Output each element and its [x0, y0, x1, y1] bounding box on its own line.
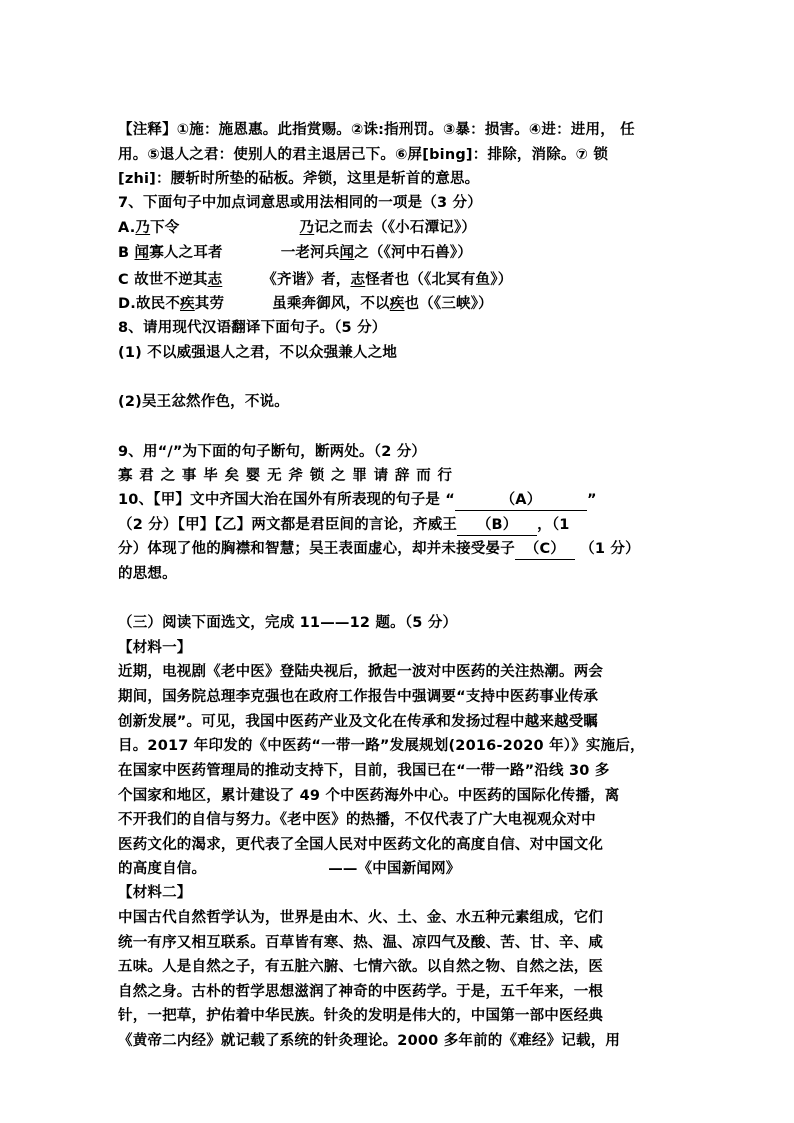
q7-option-b: B 闻寡人之耳者 一老河兵闻之（《河中石兽》） — [118, 245, 473, 261]
material-1-line: 期间，国务院总理李克强也在政府工作报告中强调要“支持中医药事业传承 — [118, 689, 599, 705]
dotted-word: 闻 — [339, 245, 355, 261]
notes-line-1: 【注释】①施：施恩惠。此指赏赐。②诛:指刑罚。③暴：损害。④进：进用， 任 — [118, 122, 635, 138]
material-1-line: 在国家中医药管理局的推动支持下，目前，我国已在“一带一路”沿线 30 多 — [118, 763, 610, 779]
material-1-heading: 【材料一】 — [118, 640, 192, 656]
material-1-line: 目。2017 年印发的《中医药“一带一路”发展规划(2016-2020 年）》实施后， — [118, 738, 645, 754]
dotted-word: 乃 — [299, 220, 315, 236]
q10-line-1: 10、【甲】文中齐国大治在国外有所表现的句子是 “ （A） ” — [118, 490, 597, 511]
material-1-line: 创新发展”。可见，我国中医药产业及文化在传承和发扬过程中越来越受瞩 — [118, 714, 599, 730]
question-8-title: 8、请用现代汉语翻译下面句子。（5 分） — [118, 320, 387, 336]
q8-sentence-2: (2)吴王忿然作色，不说。 — [118, 394, 289, 410]
q10-line-4: 的思想。 — [118, 566, 177, 582]
dotted-word: 闻 — [134, 245, 150, 261]
notes-line-3: [zhi]：腰斩时所垫的砧板。斧锁，这里是斩首的意思。 — [118, 171, 480, 187]
material-1-line: 不开我们的自信与努力。《老中医》的热播，不仅代表了广大电视观众对中 — [118, 812, 596, 828]
dotted-word: 疾 — [180, 296, 195, 312]
dotted-word: 疾 — [389, 296, 405, 312]
q7-option-d: D.故民不疾其劳 虽乘奔御风，不以疾也（《三峡》） — [118, 296, 493, 312]
section-3-title: （三）阅读下面选文，完成 11——12 题。（5 分） — [118, 615, 458, 631]
material-2-line: 统一有序又相互联系。百草皆有寒、热、温、凉四气及酸、苦、甘、辛、咸 — [118, 935, 604, 951]
dotted-word: 志 — [350, 272, 366, 288]
q9-sentence: 寡君之事毕矣婴无斧锁之罪请辞而行 — [118, 468, 459, 484]
material-2-line: 五味。人是自然之子，有五脏六腑、七情六欲。以自然之物、自然之法，医 — [118, 959, 604, 975]
material-1-last-line: 的高度自信。 ——《中国新闻网》 — [118, 861, 461, 877]
q8-sentence-1: (1) 不以威强退人之君，不以众强兼人之地 — [118, 345, 398, 361]
material-2-line: 《黄帝二内经》就记载了系统的针灸理论。2000 多年前的《难经》记载，用 — [118, 1033, 621, 1049]
question-7-title: 7、下面句子中加点词意思或用法相同的一项是（3 分） — [118, 195, 482, 211]
q7-option-c: C 故世不逆其志 《齐谐》者，志怪者也（《北冥有鱼》） — [118, 272, 513, 288]
q10-line-2: （2 分）【甲】【乙】两文都是君臣间的言论，齐威王 （B） ，（1 — [118, 515, 570, 536]
q7-option-a: A.乃下令 乃记之而去（《小石潭记》） — [118, 220, 477, 236]
question-9-title: 9、用“/”为下面的句子断句，断两处。（2 分） — [118, 444, 427, 460]
material-1-line: 近期，电视剧《老中医》登陆央视后，掀起一波对中医药的关注热潮。两会 — [118, 664, 604, 680]
material-2-line: 针，一把草，护佑着中华民族。针灸的发明是伟大的，中国第一部中医经典 — [118, 1008, 604, 1024]
blank-b: （B） — [457, 515, 537, 536]
blank-a: （A） — [455, 490, 587, 511]
material-2-line: 自然之身。古朴的哲学思想滋润了神奇的中医药学。于是，五千年来，一根 — [118, 984, 604, 1000]
material-2-line: 中国古代自然哲学认为，世界是由木、火、土、金、水五种元素组成，它们 — [118, 910, 604, 926]
material-1-source: ——《中国新闻网》 — [328, 861, 461, 877]
material-2-heading: 【材料二】 — [118, 885, 192, 901]
dotted-word: 志 — [207, 272, 223, 288]
material-1-line: 医药文化的渴求，更代表了全国人民对中医药文化的高度自信、对中国文化 — [118, 837, 604, 853]
material-1-line: 个国家和地区，累计建设了 49 个中医药海外中心。中医药的国际化传播，离 — [118, 788, 620, 804]
notes-line-2: 用。⑤退人之君：使别人的君主退居己下。⑥屏[bing]：排除，消除。⑦ 锁 — [118, 147, 609, 163]
blank-c: （C） — [515, 539, 575, 560]
dotted-word: 乃 — [135, 220, 151, 236]
q10-line-3: 分）体现了他的胸襟和智慧；吴王表面虚心，却并未接受晏子 （C） （1 分） — [118, 539, 640, 560]
